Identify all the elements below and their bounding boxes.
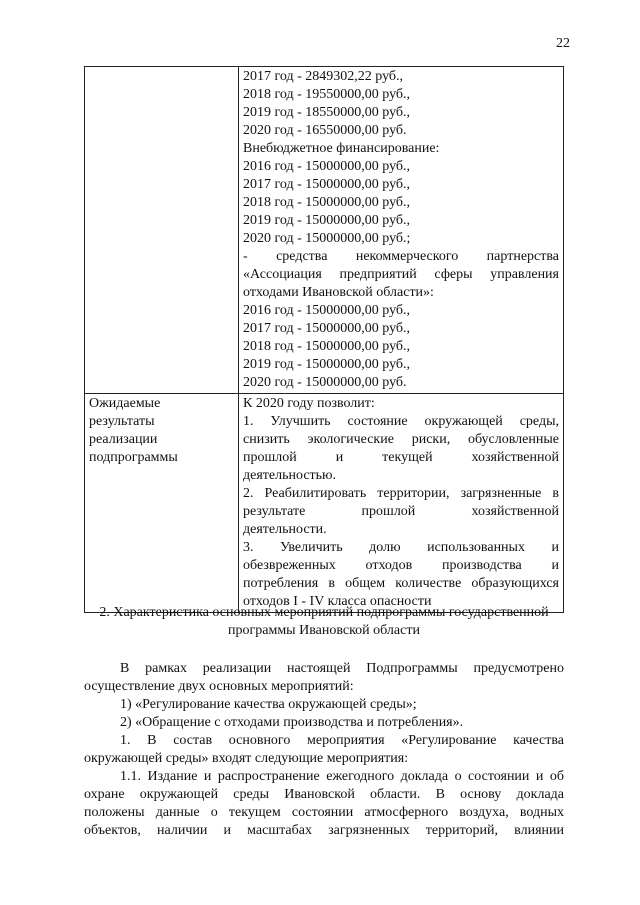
section-title-line: программы Ивановской области: [228, 623, 420, 638]
results-line: обезвреженных отходов производства и: [243, 558, 559, 573]
page-number: 22: [556, 36, 570, 51]
financing-line: 2018 год - 15000000,00 руб.,: [243, 339, 411, 354]
results-cell: [239, 394, 564, 613]
financing-line: 2017 год - 15000000,00 руб.,: [243, 177, 411, 192]
results-line: потребления в общем количестве образующихся: [243, 576, 559, 591]
passport-table: [84, 66, 564, 613]
financing-line: 2019 год - 15000000,00 руб.,: [243, 213, 411, 228]
results-line: деятельности.: [243, 522, 327, 537]
results-line: отходов I - IV класса опасности: [243, 594, 432, 609]
paragraph-line: охране окружающей среды Ивановской области. В основу доклада: [84, 787, 564, 802]
financing-line: 2019 год - 15000000,00 руб.,: [243, 357, 411, 372]
paragraph-line: 1. В состав основного мероприятия «Регулирование качества: [120, 733, 564, 748]
results-line: 3. Увеличить долю использованных и: [243, 540, 559, 555]
financing-line: 2017 год - 15000000,00 руб.,: [243, 321, 411, 336]
paragraph-line: осуществление двух основных мероприятий:: [84, 679, 354, 694]
financing-line: 2020 год - 15000000,00 руб.: [243, 375, 407, 390]
financing-line: 2019 год - 18550000,00 руб.,: [243, 105, 411, 120]
section-title-line: 2. Характеристика основных мероприятий подпрограммы государственной: [99, 605, 549, 620]
financing-line: «Ассоциация предприятий сферы управления: [243, 267, 559, 282]
results-line: 2. Реабилитировать территории, загрязненные в: [243, 486, 559, 501]
table-cell-empty: [85, 67, 239, 394]
table-row: [85, 394, 564, 613]
results-line: К 2020 году позволит:: [243, 396, 375, 411]
list-item: 2) «Обращение с отходами производства и потребления».: [120, 715, 464, 730]
results-line: 1. Улучшить состояние окружающей среды,: [243, 414, 559, 429]
results-line: прошлой и текущей хозяйственной: [243, 450, 559, 465]
paragraph-line: объектов, наличии и масштабах загрязненных территорий, влиянии: [84, 823, 564, 838]
financing-line: 2016 год - 15000000,00 руб.,: [243, 159, 411, 174]
paragraph-line: положены данные о текущем состоянии атмосферного воздуха, водных: [84, 805, 564, 820]
financing-line: 2016 год - 15000000,00 руб.,: [243, 303, 411, 318]
results-label-line: подпрограммы: [89, 450, 178, 465]
financing-cell: [239, 67, 564, 394]
financing-line: 2017 год - 2849302,22 руб.,: [243, 69, 404, 84]
section-title: [84, 604, 564, 640]
results-label-cell: [85, 394, 239, 613]
results-label-line: Ожидаемые: [89, 396, 161, 411]
financing-line: 2020 год - 15000000,00 руб.;: [243, 231, 411, 246]
financing-line: отходами Ивановской области»:: [243, 285, 434, 300]
list-item: 1) «Регулирование качества окружающей среды»;: [120, 697, 417, 712]
results-line: снизить экологические риски, обусловленные: [243, 432, 559, 447]
table-row: [85, 67, 564, 394]
financing-heading: Внебюджетное финансирование:: [243, 141, 440, 156]
results-label-line: реализации: [89, 432, 158, 447]
results-line: деятельностью.: [243, 468, 336, 483]
financing-line: 2020 год - 16550000,00 руб.: [243, 123, 407, 138]
body-text: [84, 660, 564, 840]
financing-line: 2018 год - 19550000,00 руб.,: [243, 87, 411, 102]
paragraph-line: 1.1. Издание и распространение ежегодного доклада о состоянии и об: [120, 769, 564, 784]
results-label-line: результаты: [89, 414, 155, 429]
paragraph-line: окружающей среды» входят следующие мероприятия:: [84, 751, 409, 766]
paragraph-line: В рамках реализации настоящей Подпрограммы предусмотрено: [120, 661, 564, 676]
results-line: результате прошлой хозяйственной: [243, 504, 559, 519]
financing-line: 2018 год - 15000000,00 руб.,: [243, 195, 411, 210]
financing-line: - средства некоммерческого партнерства: [243, 249, 559, 264]
